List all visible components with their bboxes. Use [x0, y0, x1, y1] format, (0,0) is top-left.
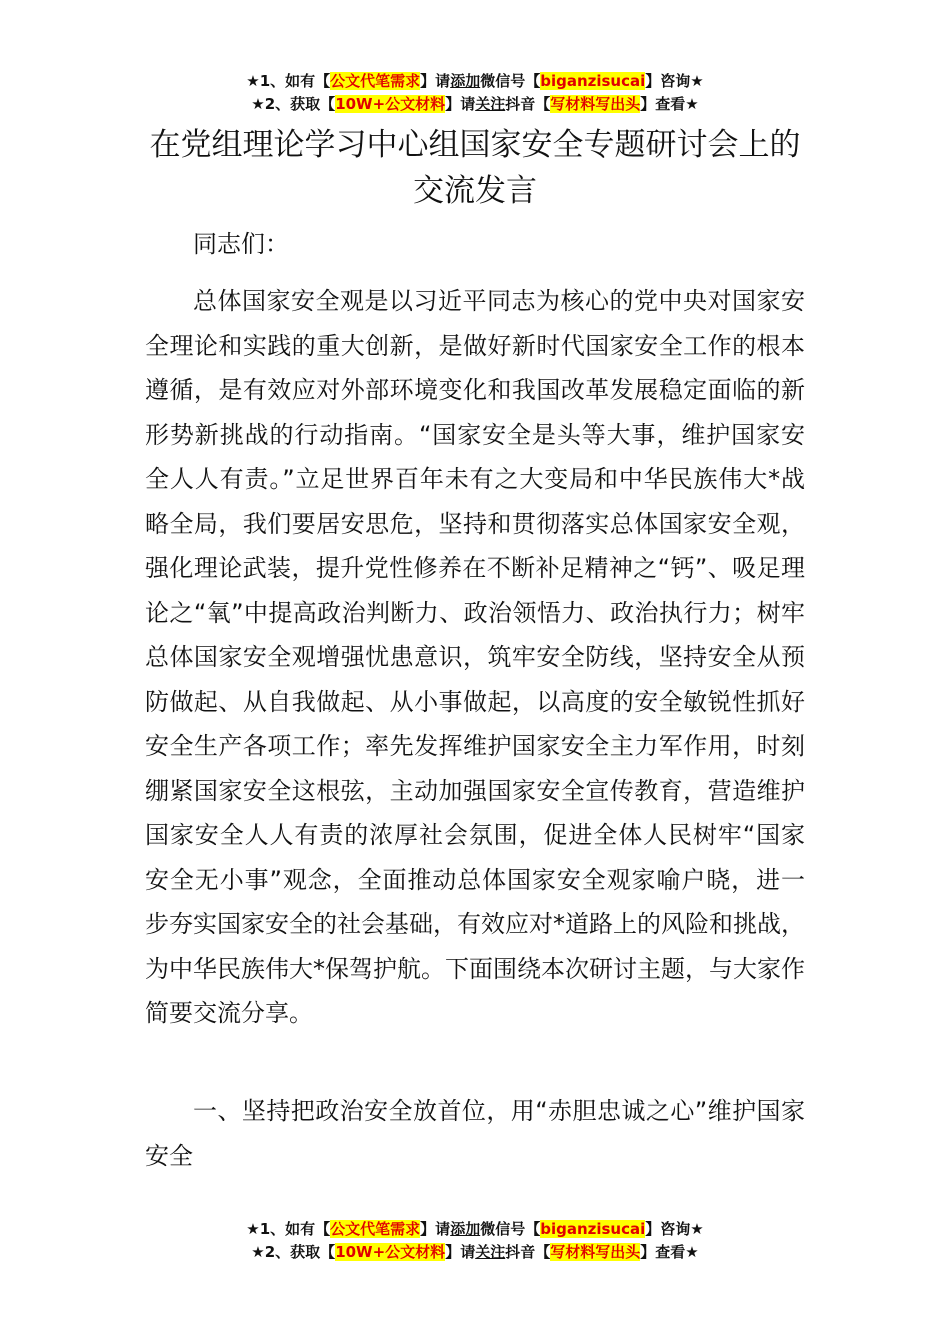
banner-highlight: 10W+公文材料: [335, 1243, 446, 1261]
banner-highlight: 公文代笔需求: [330, 1220, 421, 1238]
footer-banner: [0, 1218, 950, 1264]
banner-highlight: biganzisucai: [540, 72, 646, 90]
banner-text: 抖音【: [505, 95, 551, 113]
banner-line-1: [0, 1218, 950, 1241]
body-block: [145, 279, 805, 1036]
banner-line-1: [0, 70, 950, 93]
banner-text: 】请: [420, 1220, 451, 1238]
banner-underline: 关注: [475, 1243, 506, 1261]
banner-line-2: [0, 93, 950, 116]
banner-text: 抖音【: [505, 1243, 551, 1261]
banner-underline: 添加: [450, 72, 481, 90]
section-block: [145, 1089, 805, 1178]
banner-text: ★1、如有【: [246, 72, 331, 90]
header-banner: [0, 70, 950, 116]
banner-highlight: 公文代笔需求: [330, 72, 421, 90]
banner-text: 】查看★: [640, 1243, 699, 1261]
banner-text: 】咨询★: [645, 1220, 704, 1238]
banner-text: 】请: [445, 95, 476, 113]
banner-highlight: 10W+公文材料: [335, 95, 446, 113]
banner-text: ★2、获取【: [251, 95, 336, 113]
banner-text: 】查看★: [640, 95, 699, 113]
document-title: 在党组理论学习中心组国家安全专题研讨会上的交流发言: [149, 127, 801, 209]
banner-highlight: biganzisucai: [540, 1220, 646, 1238]
banner-underline: 添加: [450, 1220, 481, 1238]
banner-text: 微信号【: [480, 1220, 541, 1238]
banner-highlight: 写材料写出头: [550, 95, 641, 113]
banner-text: 】请: [420, 72, 451, 90]
banner-text: ★1、如有【: [246, 1220, 331, 1238]
banner-text: 微信号【: [480, 72, 541, 90]
salutation-block: [145, 222, 805, 267]
paragraph-intro: 总体国家安全观是以习近平同志为核心的党中央对国家安全理论和实践的重大创新，是做好新时代国家安全工作的根本遵循，是有效应对外部环境变化和我国改革发展稳定面临的新形势新挑战的行动指南。“国家安全是头等大事，维护国家安全人人有责。”立足世界百年未有之大变局和中华民族伟大*战略全局，我们要居安思危，坚持和贯彻落实总体国家安全观，强化理论武装，提升党性修养在不断补足精神之“钙”、吸足理论之“氧”中提高政治判断力、政治领悟力、政治执行力；树牢总体国家安全观增强忧患意识，筑牢安全防线，坚持安全从预防做起、从自我做起、从小事做起，以高度的安全敏锐性抓好安全生产各项工作；率先发挥维护国家安全主力军作用，时刻绷紧国家安全这根弦，主动加强国家安全宣传教育，营造维护国家安全人人有责的浓厚社会氛围，促进全体人民树牢“国家安全无小事”观念，全面推动总体国家安全观家喻户晓，进一步夯实国家安全的社会基础，有效应对*道路上的风险和挑战，为中华民族伟大*保驾护航。下面围绕本次研讨主题，与大家作简要交流分享。: [145, 287, 805, 1027]
section-heading-1: 一、坚持把政治安全放首位，用“赤胆忠诚之心”维护国家安全: [145, 1097, 805, 1170]
banner-text: 】请: [445, 1243, 476, 1261]
banner-text: 】咨询★: [645, 72, 704, 90]
banner-underline: 关注: [475, 95, 506, 113]
banner-line-2: [0, 1241, 950, 1264]
banner-highlight: 写材料写出头: [550, 1243, 641, 1261]
banner-text: ★2、获取【: [251, 1243, 336, 1261]
salutation: 同志们：: [193, 230, 289, 258]
